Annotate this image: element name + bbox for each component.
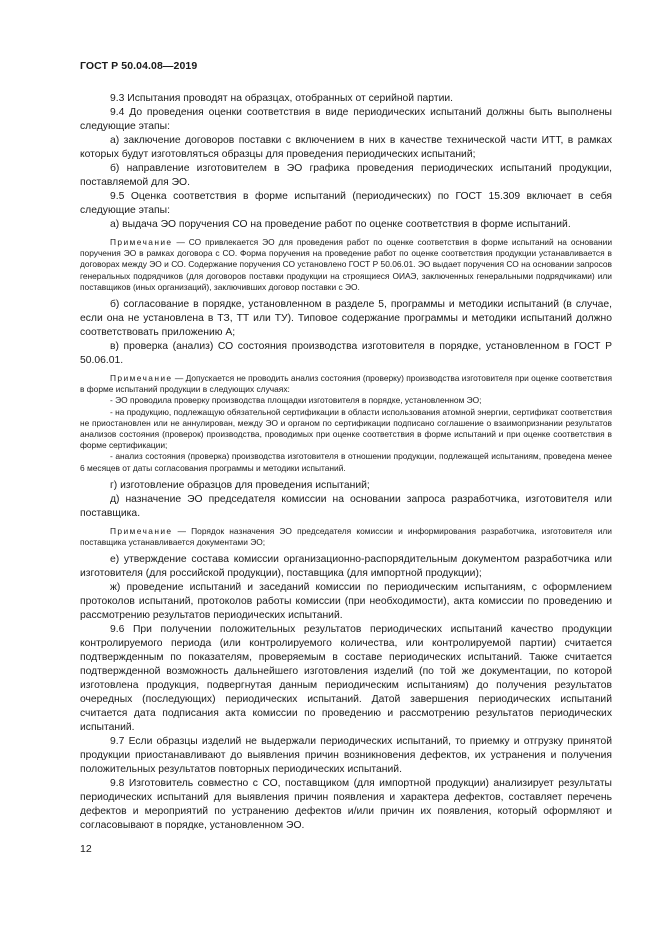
paragraph-9-5-b: б) согласование в порядке, установленном в разделе 5, программы и методики испытаний (в случае, если она не установлена в ТЗ, ТТ или ТУ). Типовое содержание программы и методики испытаний должно соответствовать приложению А; [80,299,612,339]
paragraph-9-3: 9.3 Испытания проводят на образцах, отобранных от серийной партии. [110,93,454,104]
paragraph-9-5-zh: ж) проведение испытаний и заседаний комиссии по периодическим испытаниям, с оформлением протоколов испытаний, протоколов работы комиссии (при необходимости), акта комиссии по проведению и рассмотрению результатов периодических испытаний. [80,582,612,622]
paragraph-9-5-e: е) утверждение состава комиссии организационно-распорядительным документом разработчика или изготовителя (для российской продукции), поставщика (для импортной продукции); [80,554,612,580]
paragraph-9-5-g: г) изготовление образцов для проведения испытаний; [110,479,370,491]
paragraph-9-4-a: а) заключение договоров поставки с включением в них в качестве технической части ИТТ, в рамках которых будут изготовляться образцы для проведения периодических испытаний; [80,135,612,160]
paragraph-9-5-v: в) проверка (анализ) СО состояния производства изготовителя в порядке, установленном в ГОСТ Р 50.06.01. [80,341,612,367]
note-2 [80,373,612,474]
paragraph-9-5: 9.5 Оценка соответствия в форме испытаний (периодических) по ГОСТ 15.309 включает в себя следующие этапы: [80,191,612,216]
document-body [80,92,612,833]
note-dash: — [172,237,189,247]
paragraph-9-6: 9.6 При получении положительных результатов периодических испытаний качество продукции контролируемого периода (или контролируемого количества, или контролируемой партии) считается подтвержденным по показателям, проверяемым в составе периодических испытаний. Также считается подтвержденной возможность дальнейшего изготовления изделий (по той же документации, по которой изготовлена продукция, подвергнутая данным периодическим испытаниям) до получения результатов очередных (последующих) периодических испытаний. Датой завершения периодических испытаний считается дата подписания акта комиссии по проведению и рассмотрению результатов периодических испытаний. [80,624,612,734]
note-2-item: - анализ состояния (проверка) производства изготовителя в отношении продукции, подлежащей испытаниям, проведена менее 6 месяцев от даты согласования программы и методики испытаний. [80,451,612,473]
paragraph-9-5-a: а) выдача ЭО поручения СО на проведение работ по оценке соответствия в форме испытаний. [110,219,571,230]
note-dash: — [172,373,186,384]
note-label: Примечание [110,373,173,384]
paragraph-9-8: 9.8 Изготовитель совместно с СО, поставщиком (для импортной продукции) анализирует результаты периодических испытаний для выявления причин появления и характера дефектов, составляет перечень дефектов и мероприятий по устранению дефектов и/или причин их появления, который оформляют и согласовывают в порядке, установленном ЭО. [80,778,612,832]
paragraph-9-5-d: д) назначение ЭО председателя комиссии на основании запроса разработчика, изготовителя или поставщика. [80,493,612,519]
note-label: Примечание [110,237,173,247]
note-dash: — [172,525,192,536]
paragraph-9-4-b: б) направление изготовителем в ЭО графика проведения периодических испытаний продукции, поставляемой для ЭО. [80,163,612,188]
page-number: 12 [80,843,92,855]
note-3-text: Порядок назначения ЭО председателя комиссии и информирования разработчика, изготовителя или поставщика устанавливается документами ЭО; [80,525,612,548]
paragraph-9-7: 9.7 Если образцы изделий не выдержали периодических испытаний, то приемку и отгрузку принятой продукции приостанавливают до выявления причин возникновения дефектов, их устранения и получения положительных результатов повторных периодических испытаний. [80,736,612,776]
note-2-item: - на продукцию, подлежащую обязательной сертификации в области использования атомной энергии, сертификат соответствия не приостановлен или не аннулирован, между ЭО и органом по сертификации подписано соглашение о взаимопризнании результатов анализов состояния (проверок) производства, проводимых при оценке соответствия в форме испытаний и при оценке соответствия в форме сертификации; [80,406,612,451]
document-header: ГОСТ Р 50.04.08—2019 [80,60,198,72]
paragraph-9-4: 9.4 До проведения оценки соответствия в виде периодических испытаний должны быть выполнены следующие этапы: [80,107,612,132]
note-label: Примечание [110,525,173,536]
note-3 [80,526,612,548]
note-1 [80,237,612,293]
note-2-intro: Допускается не проводить анализ состояния (проверку) производства изготовителя при оценке соответствия в форме испытаний продукции в следующих случаях: [80,373,612,395]
note-2-item: - ЭО проводила проверку производства площадки изготовителя в порядке, установленном ЭО; [110,395,482,406]
note-1-text: СО привлекается ЭО для проведения работ по оценке соответствия в форме испытаний на основании поручения ЭО в рамках договора с СО. Форма поручения на проведение работ по оценке соответствия продукции устанавливается в договорах между ЭО и СО. Содержание поручения СО установлено ГОСТ Р 50.06.01. ЭО выдает поручения СО на основании запросов генеральных подрядчиков (для договоров поставки продукции на строящиеся ОИАЭ, заключенных генеральными подрядчиками) или поставщиков (иных организаций), заключивших договор поставки с ЭО. [80,237,612,292]
